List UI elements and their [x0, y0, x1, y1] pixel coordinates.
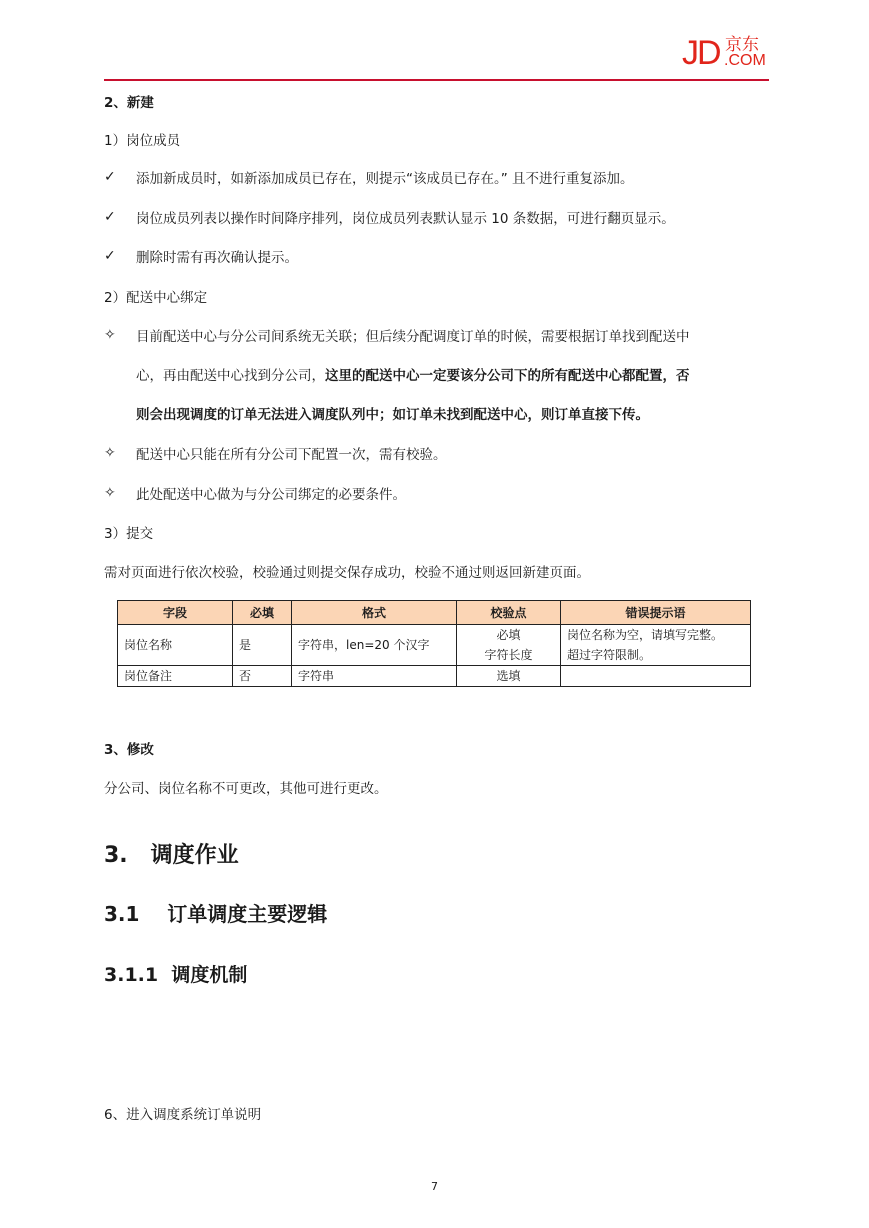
logo-cn-text: 京东 [725, 35, 759, 54]
check-icon: ✓ [104, 209, 116, 225]
table-row [118, 625, 751, 666]
heading-level-3: 3.1.1 调度机制 [104, 964, 248, 986]
validation-table [117, 600, 751, 687]
check-item-3: 删除时需有再次确认提示。 [136, 250, 298, 266]
diamond-item-1-line-2-bold: 这里的配送中心一定要该分公司下的所有配送中心都配置，否 [325, 368, 690, 384]
diamond-item-1-line-3: 则会出现调度的订单无法进入调度队列中；如订单未找到配送中心，则订单直接下传。 [136, 407, 649, 423]
subsection-binding-title: 2）配送中心绑定 [104, 290, 208, 306]
table-header-field: 字段 [118, 601, 233, 625]
table-header-row [118, 601, 751, 625]
table-header-error-message: 错误提示语 [561, 601, 751, 625]
table-header-format: 格式 [292, 601, 457, 625]
cell-errors [561, 666, 751, 687]
diamond-star-icon: ✧ [104, 485, 116, 501]
heading-level-2: 3.1 订单调度主要逻辑 [104, 902, 328, 926]
check-item-2: 岗位成员列表以操作时间降序排列，岗位成员列表默认显示 10 条数据，可进行翻页显示。 [136, 211, 675, 227]
section-modify-title: 3、修改 [104, 742, 154, 758]
check-point: 必填 [496, 628, 521, 642]
cell-field: 岗位名称 [118, 625, 233, 666]
logo-com-text: .COM [724, 52, 766, 69]
diamond-star-icon: ✧ [104, 327, 116, 343]
page-number: 7 [431, 1180, 438, 1193]
order-description-title: 6、进入调度系统订单说明 [104, 1107, 262, 1123]
diamond-star-icon: ✧ [104, 445, 116, 461]
header-divider [104, 79, 769, 81]
logo-jd-text: JD [682, 34, 720, 72]
diamond-item-1-line-2-normal: 心，再由配送中心找到分公司， [136, 368, 325, 384]
error-message: 超过字符限制。 [567, 648, 652, 662]
diamond-item-3: 此处配送中心做为与分公司绑定的必要条件。 [136, 487, 406, 503]
cell-field: 岗位备注 [118, 666, 233, 687]
cell-checks: 选填 [457, 666, 561, 687]
cell-format: 字符串，len=20 个汉字 [292, 625, 457, 666]
table-row [118, 666, 751, 687]
check-point: 字符长度 [484, 648, 533, 662]
subsection-members-title: 1）岗位成员 [104, 133, 181, 149]
section-modify-description: 分公司、岗位名称不可更改，其他可进行更改。 [104, 781, 388, 797]
heading-level-1: 3. 调度作业 [104, 843, 239, 868]
error-message: 岗位名称为空，请填写完整。 [567, 628, 724, 642]
jd-logo [682, 34, 766, 72]
table-header-required: 必填 [233, 601, 292, 625]
cell-required: 是 [233, 625, 292, 666]
cell-errors [561, 625, 751, 666]
submit-description: 需对页面进行依次校验，校验通过则提交保存成功，校验不通过则返回新建页面。 [104, 565, 590, 581]
subsection-submit-title: 3）提交 [104, 526, 154, 542]
check-icon: ✓ [104, 169, 116, 185]
diamond-item-2: 配送中心只能在所有分公司下配置一次，需有校验。 [136, 447, 447, 463]
check-item-1: 添加新成员时，如新添加成员已存在，则提示“该成员已存在。” 且不进行重复添加。 [136, 171, 634, 187]
cell-required: 否 [233, 666, 292, 687]
check-icon: ✓ [104, 248, 116, 264]
section-new-title: 2、新建 [104, 95, 154, 111]
table-header-checks: 校验点 [457, 601, 561, 625]
diamond-item-1-line-2 [136, 366, 690, 386]
cell-checks [457, 625, 561, 666]
cell-format: 字符串 [292, 666, 457, 687]
diamond-item-1-line-1: 目前配送中心与分公司间系统无关联；但后续分配调度订单的时候，需要根据订单找到配送中 [136, 329, 690, 345]
